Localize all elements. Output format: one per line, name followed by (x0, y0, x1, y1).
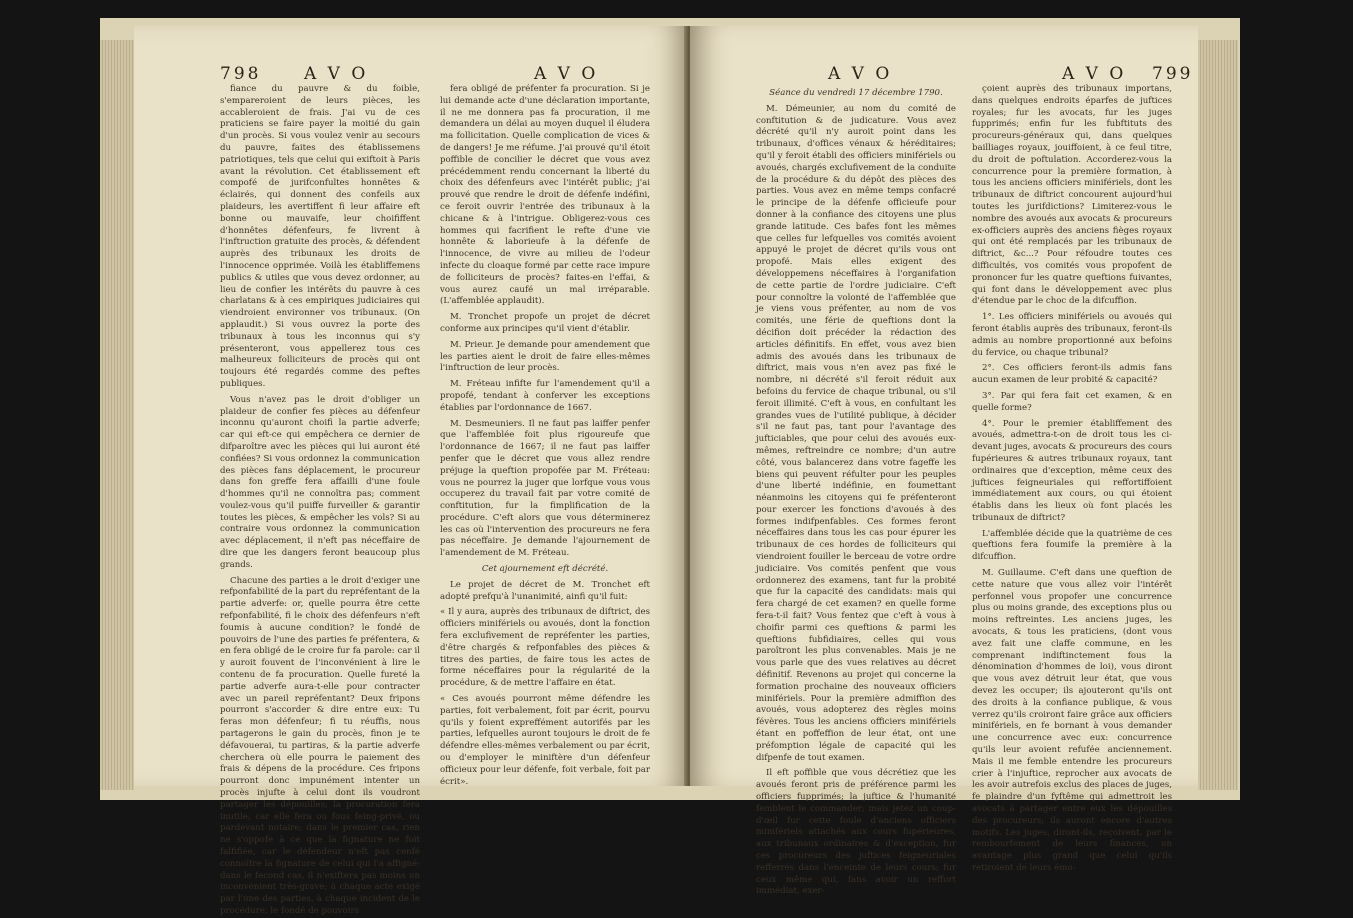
paragraph: M. Guillaume. C'eft dans une queftion de cette nature que vous allez voir l'intérêt perfonnel vous propofer une concurrence plus ou moins grande, des exceptions plus ou moins reftreintes. Les anciens juges, les avocats, & tous les praticiens, (dont vous avez fait une claffe commune, en les comprenant indiftinctement fous la dénomination d'hommes de loi), vous diront que vous avez détruit leur état, que vous devez les occuper; ils ajouteront qu'ils ont des droits à la confiance publique, & vous verrez qu'ils croiront faire grâce aux officiers minifériels, en fe bornant à vous demander une concurrence avec eux: concurrence qu'ils leur avoient refufée anciennement. Mais il me femble entendre les procureurs crier à l'injuftice, reprocher aux avocats de les avoir autrefois exclus des places de juges, fe plaindre d'un fyftême qui admettroit les avocats à partager entre eux les dépouilles des procureurs; ils auront encore d'autres motifs. Les juges, diront-ils, reçoivent, par le rembourfement de leurs finances, un avantage plus grand que celui qu'ils retiroient de leurs émo- (972, 568, 1172, 873)
page-edges-left (100, 40, 134, 790)
paragraph: M. Prieur. Je demande pour amendement que les parties aient le droit de faire elles-mêmes l'inftruction de leur procès. (440, 339, 650, 374)
running-header-right: A V O (534, 64, 599, 84)
page-edges-right (1198, 40, 1238, 790)
paragraph: fera obligé de préfenter fa procuration. Si je lui demande acte d'une déclaration importante, il ne me donnera pas fa procuration, il me demandera un délai au moyen duquel il éludera ma follicitation. Quelle complication de vices & de dangers! Je me réfume. J'ai prouvé qu'il étoit poffible de concilier le décret que vous avez précédemment rendu concernant la liberté du choix des défenfeurs avec l'intérêt public; j'ai prouvé que rendre le droit de défenfe indéfini, ce feroit ouvrir l'entrée des tribunaux à la chicane & à l'intrigue. Obligerez-vous ces hommes qui facrifient le refte d'une vie honnête & laborieufe à la défenfe de l'innocence, de vivre au milieu de l'odeur infecte du cloaque formé par cette race impure de folliciteurs de procès? faites-en l'effai, & vous aurez caufé un mal irréparable. (L'affemblée applaudit). (440, 84, 650, 307)
paragraph: Cet ajournement eft décrété. (481, 564, 609, 575)
paragraph: 1°. Les officiers minifériels ou avoués qui feront établis auprès des tribunaux, feront-ils admis au nombre proportionné aux befoins du fervice, ou chaque tribunal? (972, 312, 1172, 358)
session-heading: Séance du vendredi 17 décembre 1790. (769, 88, 943, 98)
paragraph: M. Fréteau infifte fur l'amendement qu'il a propofé, tendant à conferver les exceptions établies par l'ordonnance de 1667. (440, 379, 650, 413)
paragraph: Vous n'avez pas le droit d'obliger un plaideur de confier fes pièces au défenfeur inconnu qu'auront choifi la partie adverfe; car qui eft-ce qui empêchera ce dernier de difparoître avec les pièces qui lui auront été confiées? Si vous ordonnez la communication des pièces fans déplacement, le procureur dans fon greffe fera affailli d'une foule d'hommes qu'il ne connoîtra pas; comment voulez-vous qu'il puiffe furveiller & garantir toutes les pièces, & empêcher les vols? Si au contraire vous ordonnez la communication avec déplacement, il n'eft pas néceffaire de dire que les dangers feront beaucoup plus grands. (220, 394, 420, 570)
text-column-2 (440, 84, 650, 787)
page-number: 798 (220, 64, 262, 84)
page-number: 799 (1152, 64, 1194, 84)
paragraph: çoient auprès des tribunaux importans, dans quelques endroits éparfes de juftices royales; fur les avocats, fur les juges fupprimés; enfin fur les fubftituts des procureurs-généraux qui, dans quelques bailliages royaux, jouiffoient, à ce feul titre, du droit de poftulation. Accorderez-vous la concurrence pour la première formation, à tous les anciens officiers minifériels, dont les tribunaux de diftrict concourent aujourd'hui toutes les jurifdictions? Limiterez-vous le nombre des avoués aux avocats & procureurs ex-officiers auprès des anciens fièges royaux qui ont été remplacés par les tribunaux de diftrict, &c...? Pour réfoudre toutes ces difficultés, vos comités vous propofent de prononcer fur les quatre queftions fuivantes, qui font dans le développement avec plus d'étendue par le choc de la difcuffion. (972, 84, 1172, 307)
paragraph: M. Démeunier, au nom du comité de conftitution & de judicature. Vous avez décrété qu'il n'y auroit point dans les tribunaux, d'offices vénaux & héréditaires; qu'il y feroit établi des officiers minifériels ou avoués, chargés exclufivement de la conduite de la procédure & du dépôt des pièces des parties. Vous avez en même temps confacré le principe de la défenfe officieufe pour donner à la confiance des citoyens une plus grande latitude. Ces bafes font les mêmes que celles fur lefquelles vos comités avoient appuyé le projet de décret qu'ils vous ont propofé. Mais elles exigent des développemens néceffaires à l'organifation de cette partie de l'ordre judiciaire. C'eft pour connoître la volonté de l'affemblée que je viens vous préfenter, au nom de vos comités, une férie de queftions dont la décifion doit précéder la rédaction des articles définitifs. En effet, vous avez bien admis des avoués dans les tribunaux de diftrict, mais vous n'en avez pas fixé le nombre, ni décrété s'il feroit réduit aux befoins du fervice de chaque tribunal, ou s'il feroit illimité. C'eft à vous, en confultant les grandes vues de l'utilité publique, à décider s'il ne faut pas, tant pour l'avantage des jufticiables, que pour celui des avoués eux-mêmes, reftreindre ce nombre; d'un autre côté, vous balancerez dans votre fageffe les biens qui peuvent réfulter pour les peuples d'une liberté indéfinie, en foumettant néanmoins les citoyens qui fe préfenteront pour exercer les fonctions d'avoués à des formes indifpenfables. Ces formes feront néceffaires dans tous les cas pour épurer les tribunaux de ces hordes de folliciteurs qui viendroient fouiller le berceau de votre ordre judiciaire. Vos comités penfent que vous ordonnerez des examens, tant fur la probité que fur la capacité des candidats: mais qui fera chargé de cet examen? en quelle forme fera-t-il fait? Vous fentez que c'eft à vous à choifir parmi ces queftions & parmi les queftions fubfidiaires, celles qui vous paroîtront les plus convenables. Mais je ne vous parle que des vues relatives au décret définitif. Revenons au projet qui concerne la formation prochaine des nouveaux officiers minifériels. Pour la première admiffion des avoués, vous adopterez des règles moins févères. Tous les anciens officiers minifériels étant en poffeffion de leur état, ont une préfomption légale de capacité qui les difpenfe de tout examen. (756, 103, 956, 763)
paragraph: fiance du pauvre & du foible, s'empareroient de leurs pièces, les accableroient de frais. J'ai vu de ces praticiens se faire payer la moitié du gain d'un procès. Si vous voulez venir au secours du pauvre, faites des établissemens patriotiques, tels que celui qui exiftoit à Paris avant la révolution. Cet établissement eft compofé de jurifconfultes honnêtes & éclairés, qui donnent des confeils aux plaideurs, les avertiffent fi leur affaire eft bonne ou mauvaife, leur choififfent d'honnêtes défenfeurs, fe livrent à l'inftruction gratuite des procès, & défendent auprès des tribunaux les droits de l'innocence opprimée. Voilà les établiffemens publics & utiles que vous devez ordonner, au lieu de confier les intérêts du pauvre à ces charlatans & à ces empiriques judiciaires qui viendroient environner vos tribunaux. (On applaudit.) Si vous ouvrez la porte des tribunaux à tous les inconnus qui s'y présenteront, vous appellerez tous ces malheureux folliciteurs de procès qui ont toujours été regardés comme des peftes publiques. (220, 84, 420, 389)
paragraph: 4°. Pour le premier établiffement des avoués, admettra-t-on de droit tous les ci-devant juges, avocats & procureurs des cours fupérieures & autres tribunaux royaux, tant ordinaires que d'exception, même ceux des juftices feigneuriales qui reffortiffoient immédiatement aux cours, ou qui étoient établis dans les lieux où font placés les tribunaux de diftrict? (972, 418, 1172, 523)
paragraph: « Ces avoués pourront même défendre les parties, foit verbalement, foit par écrit, pourvu qu'ils y foient expreffément autorifés par les parties, lefquelles auront toujours le droit de fe défendre elles-mêmes verbalement ou par écrit, ou d'employer le miniftère d'un défenfeur officieux pour leur défenfe, foit verbale, foit par écrit». (440, 694, 650, 787)
running-header-right: A V O (1062, 64, 1127, 84)
text-column-1 (756, 88, 956, 897)
text-column-1 (220, 84, 420, 916)
paragraph: Le projet de décret de M. Tronchet eft adopté prefqu'à l'unanimité, ainfi qu'il fuit: (440, 579, 650, 602)
paragraph: Chacune des parties a le droit d'exiger une refponfabilité de la part du repréfentant de la partie adverfe: or, quelle pourra être cette refponfabilité, fi le choix des défenfeurs n'eft foumis à aucune condition? le fondé de pouvoirs de l'une des parties fe préfentera, & en fera obligé de le croire fur fa parole: car il y auroit fouvent de l'inconvénient à lire le contenu de fa procuration. Quelle fureté la partie adverfe aura-t-elle pour contracter avec un pareil repréfentant? Deux fripons pourront s'accorder & dire entre eux: Tu feras mon défenfeur; fi tu réuffis, nous partagerons le gain du procès, finon je te défavouerai, tu partiras, & la partie adverfe cherchera où elle pourra le paiement des frais & dépens de la procédure. Ces fripons pourront donc impunément intenter un procès injufte à celui dont ils voudront partager les dépouilles; la procuration fera inutile; car elle fera ou fous feing-privé, ou pardevant notaire; dans le premier cas, rien ne s'oppofe à ce que la fignature ne foit falfifiée, car le défendeur n'eft pas cenfé connoître la fignature de celui qui l'a affigné: dans le fecond cas, il n'exiftera pas moins un inconvénient très-grave; à chaque acte exigé par l'une des parties, à chaque incident de le procédure, le fondé de pouvoirs (220, 575, 420, 916)
paragraph: Il eft poffible que vous décrétiez que les avoués feront pris de préférence parmi les officiers fupprimés; la juftice & l'humanité femblent le commander; mais jetez un coup-d'œil fur cette foule d'anciens officiers minifériels attachés aux cours fupérieures, aux tribunaux ordinaires & d'exception, fur ces procureurs des juftices feigneuriales refferrés dans l'enceinte de leurs cours; fur ceux même qui, fans avoir un reffort immédiat, exer- (756, 768, 956, 897)
left-page (134, 26, 688, 916)
paragraph: « Il y aura, auprès des tribunaux de diftrict, des officiers minifériels ou avoués, dont la fonction fera exclufivement de repréfenter les parties, d'être chargés & refponfables des pièces & titres des parties, de faire tous les actes de forme néceffaires pour la régularité de la procédure, & de mettre l'affaire en état. (440, 607, 650, 689)
paragraph: 2°. Ces officiers feront-ils admis fans aucun examen de leur probité & capacité? (972, 363, 1172, 386)
text-column-2 (972, 84, 1172, 873)
paragraph: 3°. Par qui fera fait cet examen, & en quelle forme? (972, 390, 1172, 413)
paragraph: L'affemblée décide que la quatrième de ces queftions fera foumife la première à la difcuffion. (972, 528, 1172, 563)
right-page (690, 26, 1198, 897)
running-header-left: A V O (304, 64, 369, 84)
running-header-left: A V O (828, 64, 893, 84)
paragraph: M. Desmeuniers. Il ne faut pas laiffer penfer que l'affemblée foit plus rigoureufe que l'ordonnance de 1667; il ne faut pas laiffer penfer que le décret que vous allez rendre préjuge la queftion propofée par M. Fréteau: vous ne pourrez la juger que lorfque vous vous occuperez du travail fait par votre comité de conftitution, fur la fimplification de la procédure. C'eft alors que vous déterminerez les cas où l'intervention des procureurs ne fera pas néceffaire. Je demande l'ajournement de l'amendement de M. Fréteau. (440, 418, 650, 559)
paragraph: M. Tronchet propofe un projet de décret conforme aux principes qu'il vient d'établir. (440, 312, 650, 334)
